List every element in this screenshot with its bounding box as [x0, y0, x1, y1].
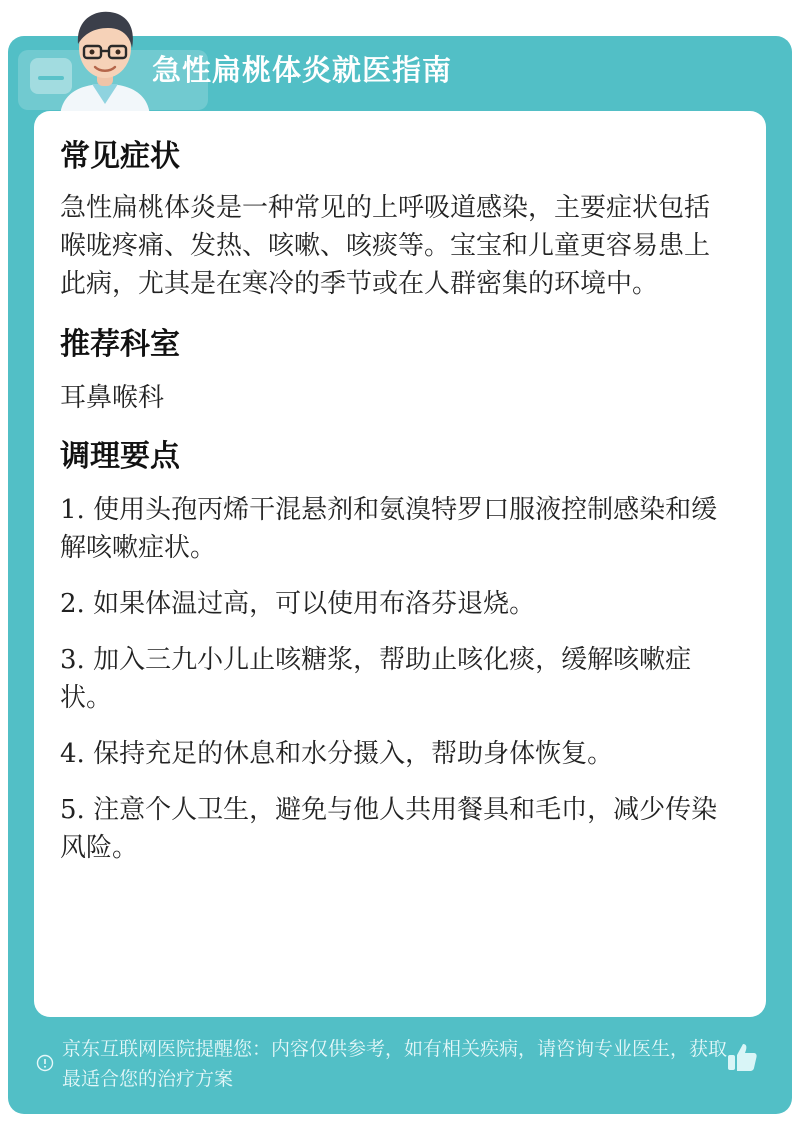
care-item-number: 5.: [60, 795, 85, 825]
disclaimer-text: 京东互联网医院提醒您：内容仅供参考，如有相关疾病，请咨询专业医生，获取最适合您的治疗方案: [62, 1038, 728, 1090]
care-item-number: 2.: [60, 589, 85, 619]
doctor-avatar-icon: [52, 4, 158, 116]
care-item: [60, 585, 726, 623]
department-heading: 推荐科室: [60, 327, 180, 362]
care-item: [60, 735, 726, 773]
care-item: [60, 641, 726, 717]
page-title: 急性扁桃体炎就医指南: [152, 53, 453, 87]
care-item-text: 注意个人卫生，避免与他人共用餐具和毛巾，减少传染风险。: [60, 795, 718, 863]
care-item-text: 使用头孢丙烯干混悬剂和氨溴特罗口服液控制感染和缓解咳嗽症状。: [60, 495, 718, 563]
care-item: [60, 491, 726, 567]
care-item-text: 保持充足的休息和水分摄入，帮助身体恢复。: [93, 739, 614, 769]
content-card: [34, 111, 766, 1017]
care-item-text: 如果体温过高，可以使用布洛芬退烧。: [93, 589, 536, 619]
care-item-number: 4.: [60, 739, 85, 769]
care-heading: 调理要点: [60, 439, 180, 474]
care-item-number: 1.: [60, 495, 85, 525]
care-item: [60, 791, 726, 867]
care-item-number: 3.: [60, 645, 85, 675]
thumbs-up-icon[interactable]: [725, 1040, 759, 1074]
symptoms-text: 急性扁桃体炎是一种常见的上呼吸道感染，主要症状包括喉咙疼痛、发热、咳嗽、咳痰等。宝宝和儿童更容易患上此病，尤其是在寒冷的季节或在人群密集的环境中。: [60, 193, 711, 299]
department-text: 耳鼻喉科: [60, 383, 165, 413]
symptoms-heading: 常见症状: [60, 139, 180, 174]
card-content: [60, 111, 726, 867]
care-item-text: 加入三九小儿止咳糖浆，帮助止咳化痰，缓解咳嗽症状。: [60, 645, 692, 713]
